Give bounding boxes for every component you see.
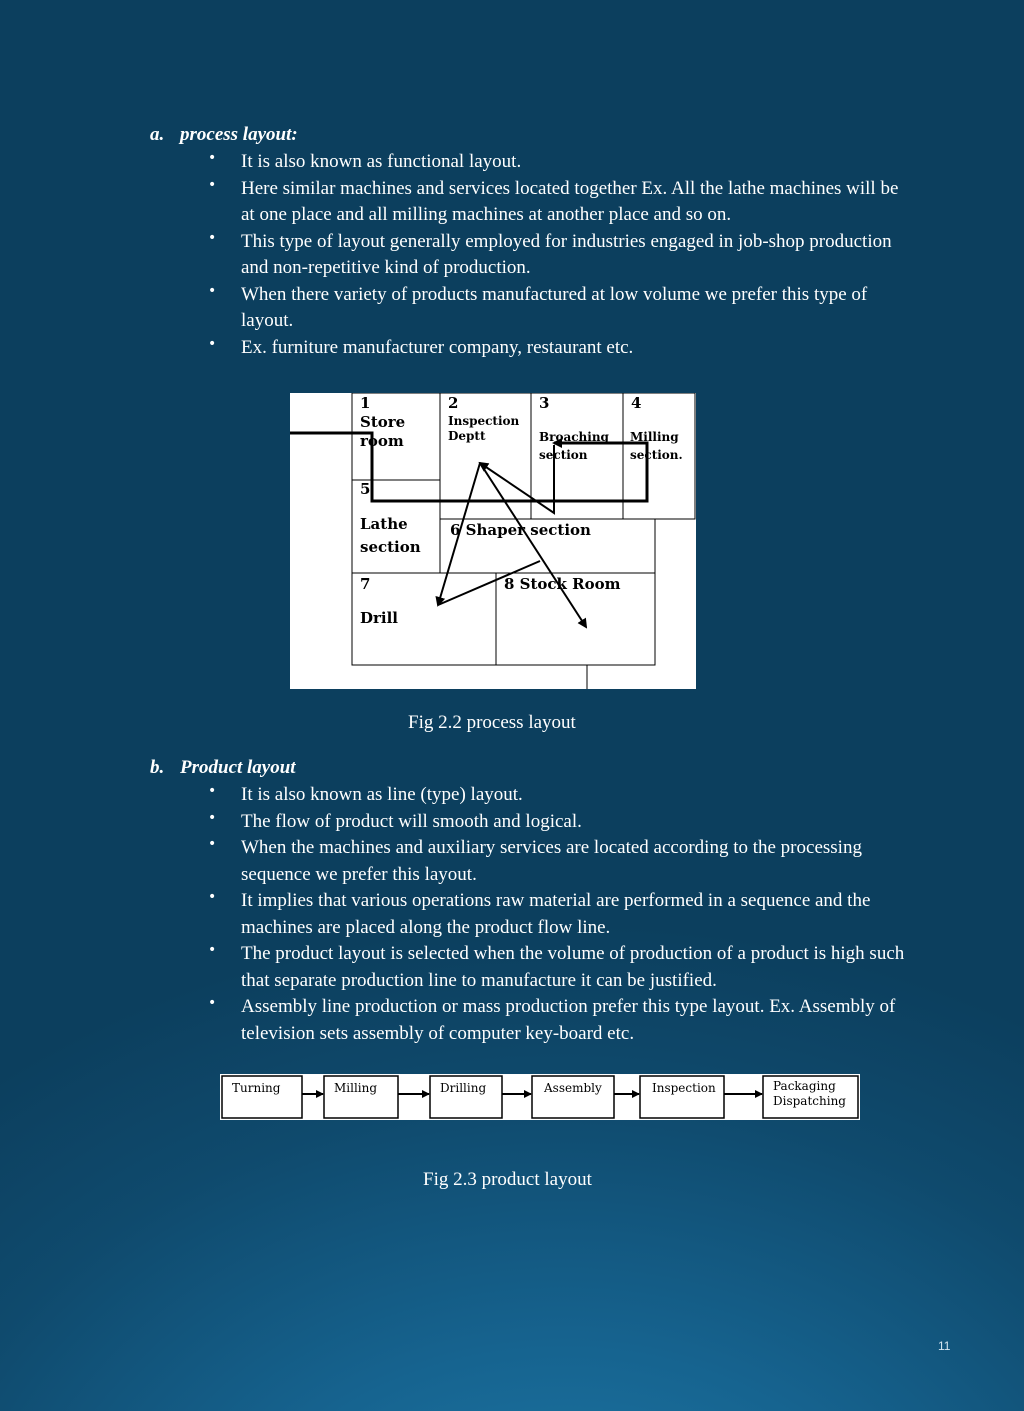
bullet-icon: • [208, 783, 217, 799]
cell-1-label-b: room [360, 432, 404, 450]
section-b-bullet-list [208, 782, 908, 1047]
list-item: • It is also known as functional layout. [208, 149, 908, 176]
product-layout-diagram [220, 1074, 860, 1120]
cell-5-label-a: Lathe [360, 515, 408, 533]
page-number: 11 [938, 1339, 951, 1353]
bullet-icon: • [208, 150, 217, 166]
cell-4-label-a: Milling [630, 430, 679, 444]
cell-2-label-b: Deptt [448, 429, 486, 443]
section-b-heading [150, 757, 296, 779]
list-item: • When there variety of products manufactured at low volume we prefer this type of layout. [208, 282, 908, 335]
list-item: • This type of layout generally employed for industries engaged in job-shop production and non-repetitive kind of production. [208, 229, 908, 282]
cell-6-label: 6 Shaper section [450, 521, 591, 539]
step-label-drilling: Drilling [440, 1081, 487, 1095]
list-item: • Assembly line production or mass production prefer this type layout. Ex. Assembly of television sets assembly of computer key-board etc. [208, 994, 908, 1047]
bullet-icon: • [208, 942, 217, 958]
cell-1-number: 1 [360, 394, 371, 412]
step-label-packaging: Packaging [773, 1079, 836, 1093]
step-label-milling: Milling [334, 1081, 378, 1095]
list-item: • Here similar machines and services located together Ex. All the lathe machines will be at one place and all milling machines at another place and so on. [208, 176, 908, 229]
cell-8-label: 8 Stock Room [504, 575, 621, 593]
cell-4-label-b: section. [630, 448, 683, 462]
bullet-icon: • [208, 335, 217, 352]
cell-2-number: 2 [448, 394, 459, 412]
cell-7-number: 7 [360, 575, 371, 593]
cell-7-label: Drill [360, 609, 399, 627]
process-layout-diagram [290, 393, 696, 689]
step-label-turning: Turning [232, 1081, 281, 1095]
section-a-heading [150, 124, 298, 146]
bullet-icon: • [208, 229, 217, 246]
list-item: • It is also known as line (type) layout. [208, 782, 908, 809]
bullet-icon: • [208, 889, 217, 905]
cell-4-number: 4 [631, 394, 642, 412]
list-item: • It implies that various operations raw material are performed in a sequence and the machines are placed along the product flow line. [208, 888, 908, 941]
cell-5-label-b: section [360, 538, 421, 556]
list-item: • The product layout is selected when the volume of production of a product is high such that separate production line to manufacture it can be justified. [208, 941, 908, 994]
section-a-bullet-list [208, 149, 908, 361]
bullet-icon: • [208, 995, 217, 1011]
section-b-letter: b. [150, 757, 165, 778]
bullet-icon: • [208, 176, 217, 193]
list-item: • Ex. furniture manufacturer company, restaurant etc. [208, 335, 908, 362]
cell-5-number: 5 [360, 480, 371, 498]
figure-2-3-caption: Fig 2.3 product layout [423, 1169, 592, 1190]
cell-3-label-a: Broaching [539, 430, 609, 444]
step-label-dispatching: Dispatching [773, 1094, 846, 1108]
section-b-title: Product layout [180, 757, 296, 778]
section-a-letter: a. [150, 124, 165, 145]
cell-1-label-a: Store [360, 413, 406, 431]
process-layout-figure [290, 393, 696, 689]
step-label-assembly: Assembly [544, 1081, 602, 1095]
product-layout-figure [220, 1074, 860, 1120]
step-label-inspection: Inspection [652, 1081, 716, 1095]
bullet-icon: • [208, 809, 217, 826]
bullet-icon: • [208, 282, 217, 299]
section-a-title: process layout: [180, 124, 298, 145]
cell-3-number: 3 [539, 394, 550, 412]
list-item: • When the machines and auxiliary services are located according to the processing sequence we prefer this layout. [208, 835, 908, 888]
figure-2-2-caption: Fig 2.2 process layout [408, 712, 576, 733]
cell-2-label-a: Inspection [448, 414, 520, 428]
bullet-icon: • [208, 836, 217, 852]
cell-3-label-b: section [539, 448, 588, 462]
list-item: • The flow of product will smooth and logical. [208, 809, 908, 836]
